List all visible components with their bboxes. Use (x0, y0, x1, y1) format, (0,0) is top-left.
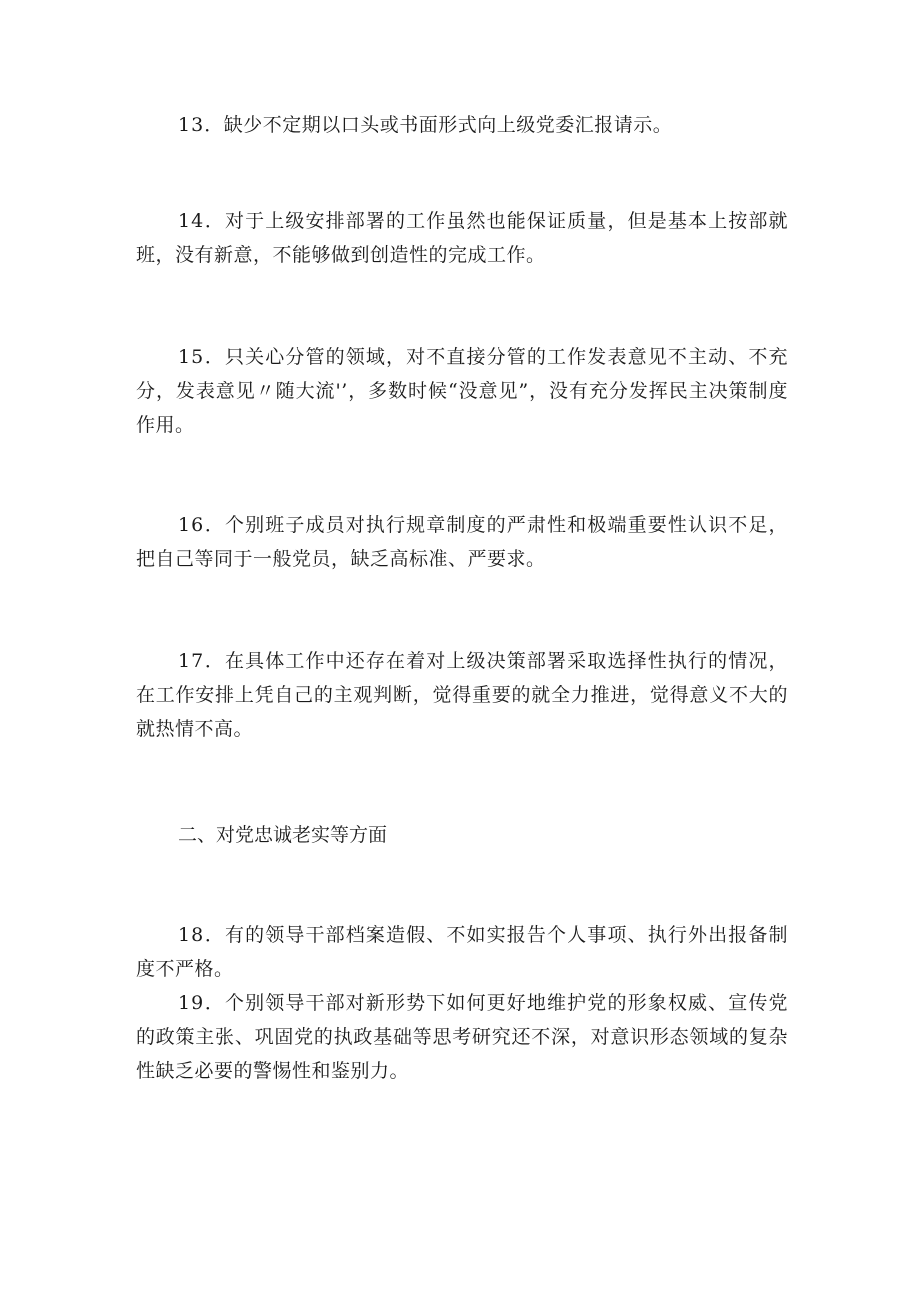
paragraph-item-17 (136, 644, 788, 746)
paragraph-item-15 (136, 340, 788, 442)
paragraph-item-16 (136, 508, 788, 576)
section-heading: 二、对党忠诚老实等方面 (178, 824, 388, 846)
item-text: ．个别班子成员对执行规章制度的严肃性和极端重要性认识不足，把自己等同于一般党员，缺乏高标准、严要求。 (136, 514, 788, 570)
paragraph-item-14 (136, 204, 788, 272)
item-number: 14 (178, 210, 205, 232)
item-text: ．在具体工作中还存在着对上级决策部署采取选择性执行的情况，在工作安排上凭自己的主观判断，觉得重要的就全力推进，觉得意义不大的就热情不高。 (136, 650, 788, 740)
item-number: 18 (178, 924, 205, 946)
item-text: ．只关心分管的领域，对不直接分管的工作发表意见不主动、不充分，发表意见〃随大流'’，多数时候“没意见”，没有充分发挥民主决策制度作用。 (136, 346, 788, 436)
paragraph-item-13 (136, 108, 788, 142)
item-text: ．个别领导干部对新形势下如何更好地维护党的形象权威、宣传党的政策主张、巩固党的执政基础等思考研究还不深，对意识形态领域的复杂性缺乏必要的警惕性和鉴别力。 (136, 992, 788, 1082)
item-text: ．对于上级安排部署的工作虽然也能保证质量，但是基本上按部就班，没有新意，不能够做到创造性的完成工作。 (136, 210, 788, 266)
item-number: 19 (178, 992, 205, 1014)
paragraph-item-19 (136, 986, 788, 1088)
item-number: 13 (178, 114, 205, 136)
paragraph-item-18 (136, 918, 788, 986)
item-number: 15 (178, 346, 205, 368)
item-number: 16 (178, 514, 205, 536)
item-number: 17 (178, 650, 205, 672)
item-text: ．缺少不定期以口头或书面形式向上级党委汇报请示。 (204, 114, 673, 136)
item-text: ．有的领导干部档案造假、不如实报告个人事项、执行外出报备制度不严格。 (136, 924, 788, 980)
